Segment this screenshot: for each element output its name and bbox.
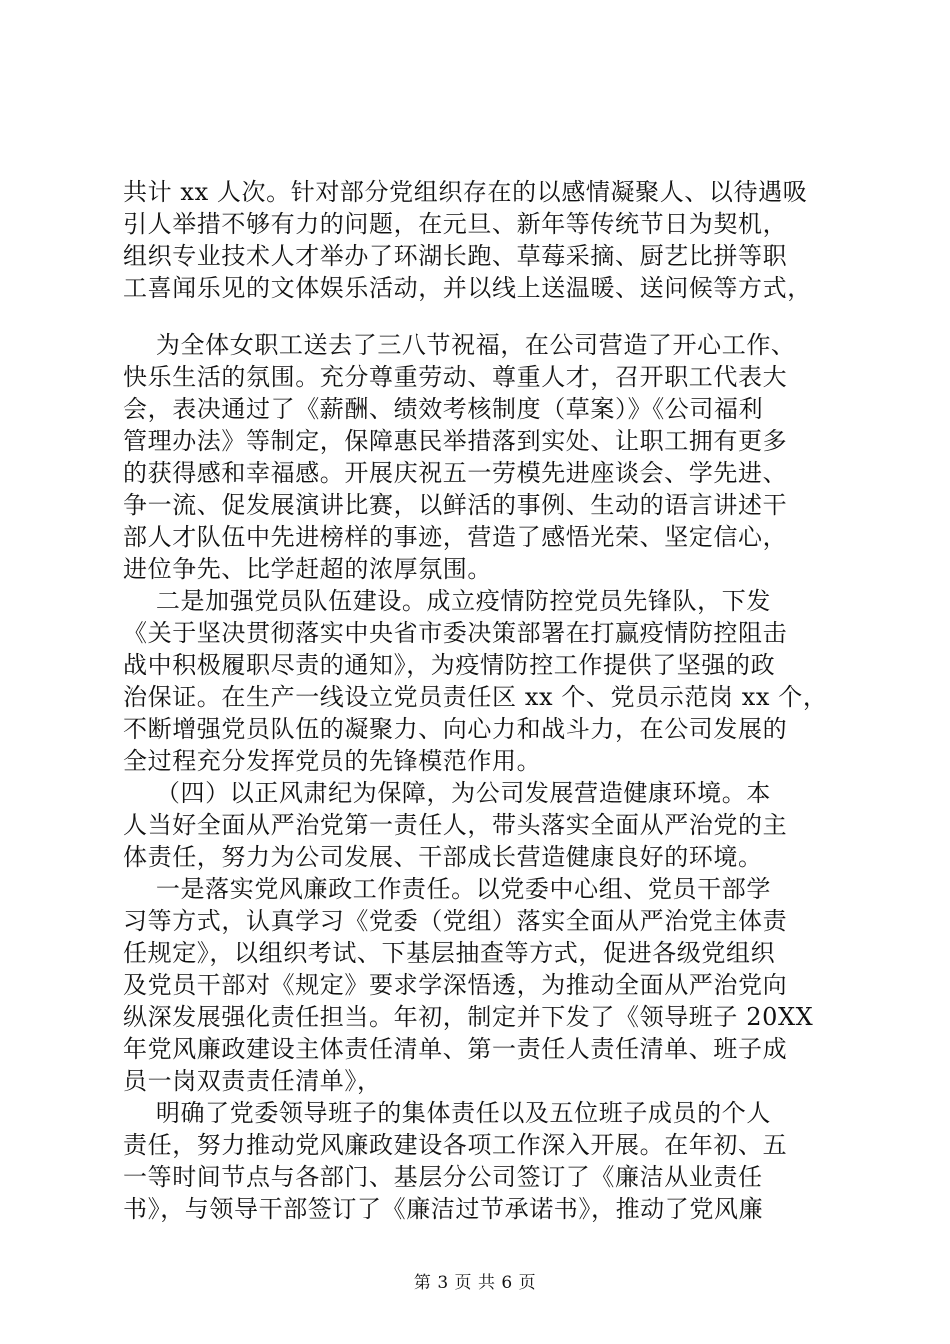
text-line: 引人举措不够有力的问题，在元旦、新年等传统节日为契机， [123, 210, 788, 238]
text-line: 纵深发展强化责任担当。年初，制定并下发了《领导班子 20XX [123, 1003, 814, 1031]
text-line: 人当好全面从严治党第一责任人，带头落实全面从严治党的主 [123, 811, 788, 839]
text-line: 《关于坚决贯彻落实中央省市委决策部署在打赢疫情防控阻击 [123, 619, 788, 647]
text-line: 组织专业技术人才举办了环湖长跑、草莓采摘、厨艺比拼等职 [123, 242, 788, 270]
text-line: 不断增强党员队伍的凝聚力、向心力和战斗力，在公司发展的 [123, 715, 788, 743]
text-line: 明确了党委领导班子的集体责任以及五位班子成员的个人 [123, 1099, 771, 1127]
text-line: 一是落实党风廉政工作责任。以党委中心组、党员干部学 [123, 875, 771, 903]
text-line: 书》，与领导干部签订了《廉洁过节承诺书》，推动了党风廉 [123, 1195, 764, 1223]
text-line: 责任，努力推动党风廉政建设各项工作深入开展。在年初、五 [123, 1131, 788, 1159]
text-line: 的获得感和幸福感。开展庆祝五一劳模先进座谈会、学先进、 [123, 459, 788, 487]
text-line: 争一流、促发展演讲比赛，以鲜活的事例、生动的语言讲述干 [123, 491, 788, 519]
text-line: 为全体女职工送去了三八节祝福，在公司营造了开心工作、 [123, 331, 796, 359]
text-line: 战中积极履职尽责的通知》，为疫情防控工作提供了坚强的政 [123, 651, 776, 679]
text-line: 快乐生活的氛围。充分尊重劳动、尊重人才，召开职工代表大 [123, 363, 788, 391]
text-line: 二是加强党员队伍建设。成立疫情防控党员先锋队，下发 [123, 587, 771, 615]
page-number-footer: 第 3 页 共 6 页 [413, 1273, 537, 1293]
text-line: 进位争先、比学赶超的浓厚氛围。 [123, 555, 492, 583]
text-line: 年党风廉政建设主体责任清单、第一责任人责任清单、班子成 [123, 1035, 788, 1063]
text-line: 任规定》，以组织考试、下基层抽查等方式，促进各级党组织 [123, 939, 776, 967]
text-line: 习等方式，认真学习《党委（党组）落实全面从严治党主体责 [123, 907, 788, 935]
text-line: 全过程充分发挥党员的先锋模范作用。 [123, 747, 542, 775]
text-line: 管理办法》等制定，保障惠民举措落到实处、让职工拥有更多 [123, 427, 788, 455]
text-line: 治保证。在生产一线设立党员责任区 xx 个、党员示范岗 xx 个， [123, 683, 828, 711]
text-line: 员一岗双责责任清单》， [123, 1067, 382, 1095]
text-line: 一等时间节点与各部门、基层分公司签订了《廉洁从业责任 [123, 1163, 763, 1191]
text-line: 工喜闻乐见的文体娱乐活动，并以线上送温暖、送问候等方式， [123, 274, 812, 302]
text-line: 会，表决通过了《薪酬、绩效考核制度（草案）》《公司福利 [123, 395, 764, 423]
text-line: 体责任，努力为公司发展、干部成长营造健康良好的环境。 [123, 843, 763, 871]
text-line: （四）以正风肃纪为保障，为公司发展营造健康环境。本 [123, 779, 771, 807]
text-line: 及党员干部对《规定》要求学深悟透，为推动全面从严治党向 [123, 971, 788, 999]
text-line: 共计 xx 人次。针对部分党组织存在的以感情凝聚人、以待遇吸 [123, 178, 808, 206]
text-line: 部人才队伍中先进榜样的事迹，营造了感悟光荣、坚定信心， [123, 523, 788, 551]
